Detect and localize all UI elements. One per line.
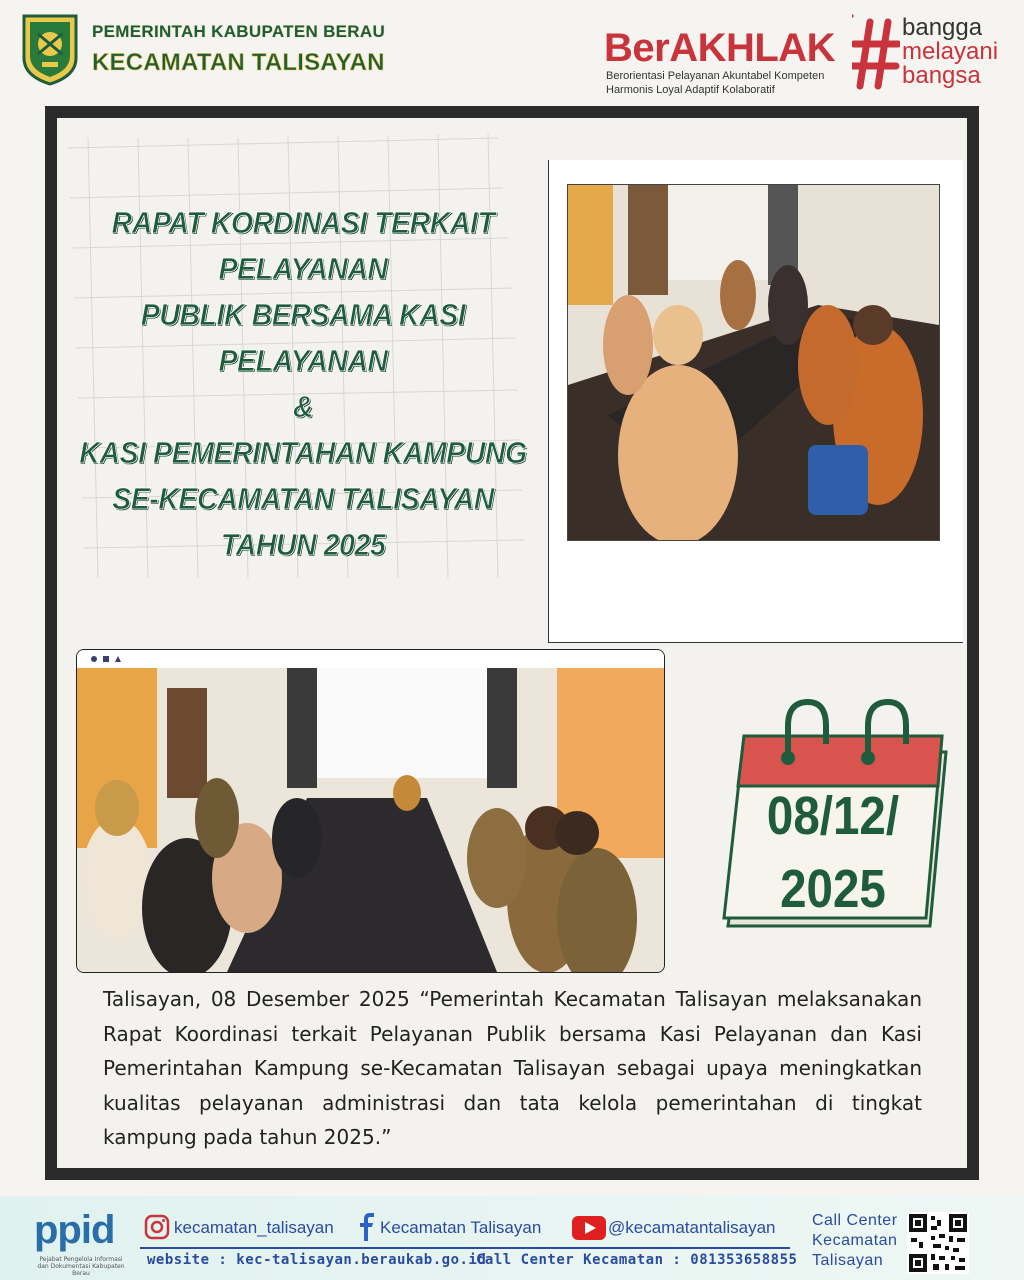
ppid-logo-text: ppid: [34, 1208, 115, 1252]
meeting-photo-2: [77, 668, 664, 972]
title-line-1: RAPAT KORDINASI TERKAIT PELAYANAN: [111, 205, 495, 286]
website-link[interactable]: website : kec-talisayan.beraukab.go.id: [147, 1252, 487, 1268]
title-line-4: KASI PEMERINTAHAN KAMPUNG: [79, 435, 527, 470]
event-title: [58, 200, 548, 568]
calendar-date-year: 2025: [780, 859, 886, 919]
qr-code-icon[interactable]: [907, 1212, 969, 1274]
news-paragraph: Talisayan, 08 Desember 2025 “Pemerintah Kecamatan Talisayan melaksanakan Rapat Koordinasi terkait Pelayanan Publik bersama Kasi Pelayanan dan Kasi Pemerintahan Kampung se-Kecamatan Talisayan sebagai upaya meningkatkan kualitas pelayanan administrasi dan tata kelola pemerintahan di tingkat kampung pada tahun 2025.”: [103, 987, 922, 1149]
footer-divider: [140, 1247, 790, 1249]
browser-toolbar: [77, 650, 664, 669]
facebook-icon[interactable]: [358, 1213, 376, 1241]
youtube-icon[interactable]: [572, 1216, 606, 1240]
title-line-6: TAHUN 2025: [220, 527, 386, 562]
meeting-photo-1: [567, 184, 940, 541]
triangle-icon: [115, 656, 121, 662]
berakhlak-subtitle-1: Berorientasi Pelayanan Akuntabel Kompeten: [606, 70, 825, 82]
government-line-2: KECAMATAN TALISAYAN: [92, 49, 385, 76]
call-center-label: [812, 1211, 904, 1271]
instagram-link[interactable]: kecamatan_talisayan: [174, 1218, 334, 1237]
hashtag-icon: [852, 2, 900, 92]
slogan-bangga: bangga: [902, 14, 983, 41]
title-line-3: &: [292, 389, 314, 424]
circle-icon: [91, 656, 97, 662]
government-line-1: PEMERINTAH KABUPATEN BERAU: [92, 22, 386, 41]
instagram-icon[interactable]: [144, 1214, 170, 1240]
call-center-number[interactable]: Call Center Kecamatan : 081353658855: [476, 1252, 798, 1268]
browser-window-frame: [76, 649, 665, 973]
facebook-link[interactable]: Kecamatan Talisayan: [380, 1218, 542, 1237]
title-line-5: SE-KECAMATAN TALISAYAN: [112, 481, 494, 516]
berakhlak-logo-text: BerAKHLAK: [604, 26, 836, 70]
calendar-date-day-month: 08/12/: [766, 786, 900, 846]
kabupaten-berau-emblem-icon: [20, 12, 80, 86]
ppid-subtitle: Pejabat Pengelola Informasi dan Dokumentasi Kabupaten Berau: [37, 1256, 125, 1277]
call-center-label-2: Kecamatan: [812, 1232, 898, 1249]
slogan-melayani: melayani: [902, 38, 999, 65]
square-icon: [103, 656, 109, 662]
call-center-label-1: Call Center: [812, 1212, 898, 1229]
slogan-bangsa: bangsa: [902, 62, 981, 89]
call-center-label-3: Talisayan: [812, 1252, 884, 1269]
berakhlak-subtitle-2: Harmonis Loyal Adaptif Kolaboratif: [606, 84, 775, 96]
title-line-2: PUBLIK BERSAMA KASI PELAYANAN: [140, 297, 466, 378]
youtube-link[interactable]: @kecamatantalisayan: [608, 1218, 776, 1237]
